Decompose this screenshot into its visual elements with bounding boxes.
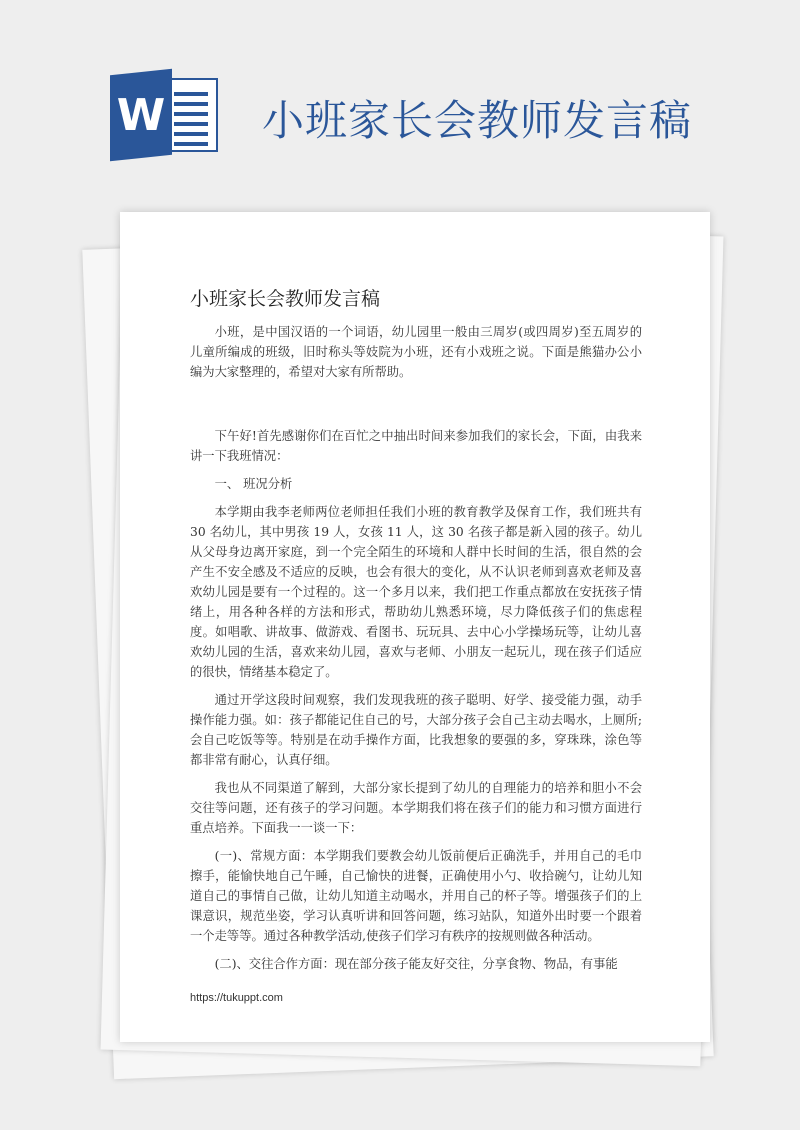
word-icon-letter: W bbox=[116, 90, 166, 141]
paragraph-intro: 小班，是中国汉语的一个词语，幼儿园里一般由三周岁(或四周岁)至五周岁的儿童所编成的班级，旧时称头等妓院为小班，还有小戏班之说。下面是熊猫办公小编为大家整理的，希望对大家有所帮助。 bbox=[190, 325, 642, 379]
document-title: 小班家长会教师发言稿 bbox=[190, 288, 381, 310]
paragraph-greeting: 下午好!首先感谢你们在百忙之中抽出时间来参加我们的家长会，下面，由我来讲一下我班情况： bbox=[190, 429, 642, 463]
word-icon-badge bbox=[110, 69, 172, 162]
paragraph-class-overview: 本学期由我李老师两位老师担任我们小班的教育教学及保育工作，我们班共有 30 名幼儿，其中男孩 19 人，女孩 11 人，这 30 名孩子都是新入园的孩子。幼儿从父母身边离开家庭，到一个完全陌生的环境和人群中长时间的生活，很自然的会产生不安全感及不适应的反映，也会有很大的变化，从不认识老师到喜欢老师及喜欢幼儿园是要有一个过程的。这一个多月以来，我们把工作重点都放在安抚孩子情绪上，用各种各样的方法和形式，帮助幼儿熟悉环境，尽力降低孩子们的焦虑程度。如唱歌、讲故事、做游戏、看图书、玩玩具、去中心小学操场玩等，让幼儿喜欢幼儿园的生活，喜欢来幼儿园，喜欢与老师、小朋友一起玩儿，现在孩子们适应的很快，情绪基本稳定了。 bbox=[190, 505, 642, 679]
footer-url: https://tukuppt.com bbox=[190, 992, 283, 1004]
document-page bbox=[120, 212, 710, 1042]
paragraph-observation: 通过开学这段时间观察，我们发现我班的孩子聪明、好学、接受能力强，动手操作能力强。如：孩子都能记住自己的号，大部分孩子会自己主动去喝水，上厕所;会自己吃饭等等。特别是在动手操作方面，比我想象的要强的多，穿珠珠，涂色等都非常有耐心，认真仔细。 bbox=[190, 693, 642, 767]
header-banner bbox=[0, 0, 800, 200]
paragraph-cooperation: (二)、交往合作方面：现在部分孩子能友好交往，分享食物、物品，有事能 bbox=[214, 957, 618, 971]
document-body bbox=[190, 322, 642, 982]
paragraph-routine: (一)、常规方面：本学期我们要教会幼儿饭前便后正确洗手，并用自己的毛巾擦手，能愉快地自己午睡，自己愉快的进餐，正确使用小勺、收拾碗勺，让幼儿知道自己的事情自己做，让幼儿知道主动喝水，并用自己的杯子等。增强孩子们的上课意识，规范坐姿，学习认真听讲和回答问题，练习站队，知道外出时要一个跟着一个走等等。通过各种教学活动,使孩子们学习有秩序的按规则做各种活动。 bbox=[190, 849, 642, 943]
header-title: 小班家长会教师发言稿 bbox=[262, 96, 693, 145]
section-heading: 一、 班况分析 bbox=[214, 477, 293, 491]
paragraph-parent-concerns: 我也从不同渠道了解到，大部分家长提到了幼儿的自理能力的培养和胆小不会交往等问题，还有孩子的学习问题。本学期我们将在孩子们的能力和习惯方面进行重点培养。下面我一一谈一下： bbox=[190, 781, 642, 835]
word-document-icon bbox=[110, 72, 220, 158]
